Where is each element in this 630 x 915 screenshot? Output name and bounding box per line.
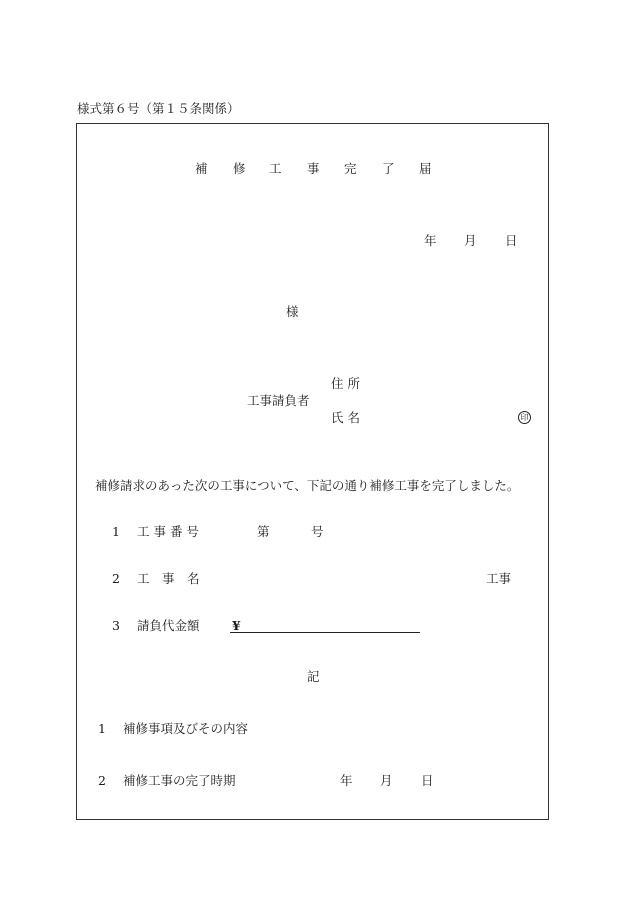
date-year: 年 <box>424 233 437 248</box>
section1-number: 1 <box>98 721 106 736</box>
title-char: 完 <box>344 161 357 176</box>
title-char: 了 <box>382 161 395 176</box>
section2-month: 月 <box>380 773 393 788</box>
contractor-role: 工事請負者 <box>247 393 310 408</box>
date-day: 日 <box>505 233 518 248</box>
item3-label: 請負代金額 <box>137 618 200 633</box>
date-month: 月 <box>464 233 477 248</box>
item1-prefix: 第 <box>257 524 270 539</box>
section2-year: 年 <box>340 773 353 788</box>
title-char: 修 <box>233 161 246 176</box>
item3-yen: ¥ <box>232 618 241 633</box>
title-char: 届 <box>419 161 432 176</box>
item3-number: 3 <box>112 618 120 633</box>
contractor-name-label: 氏 名 <box>331 410 360 425</box>
section2-number: 2 <box>98 773 106 788</box>
section2-label: 補修工事の完了時期 <box>123 773 236 788</box>
title-char: 事 <box>307 161 320 176</box>
seal-mark: 印 <box>518 411 531 424</box>
completion-statement: 補修請求のあった次の工事について、下記の通り補修工事を完了しました。 <box>95 478 520 493</box>
item2-number: 2 <box>112 571 120 586</box>
title-char: 工 <box>269 161 282 176</box>
ki-heading: 記 <box>307 669 320 684</box>
item2-label: 工 事 名 <box>137 571 200 586</box>
addressee-suffix: 様 <box>286 304 299 319</box>
section1-label: 補修事項及びその内容 <box>123 721 249 736</box>
form-number-label: 様式第６号（第１５条関係） <box>77 101 240 116</box>
item2-suffix: 工事 <box>486 571 512 586</box>
item1-number: 1 <box>112 524 120 539</box>
item1-suffix: 号 <box>311 524 324 539</box>
item1-label: 工 事 番 号 <box>137 524 199 539</box>
amount-underline <box>230 632 420 633</box>
title-char: 補 <box>195 161 208 176</box>
contractor-address-label: 住 所 <box>331 376 360 391</box>
document-frame <box>76 123 549 820</box>
section2-day: 日 <box>421 773 434 788</box>
